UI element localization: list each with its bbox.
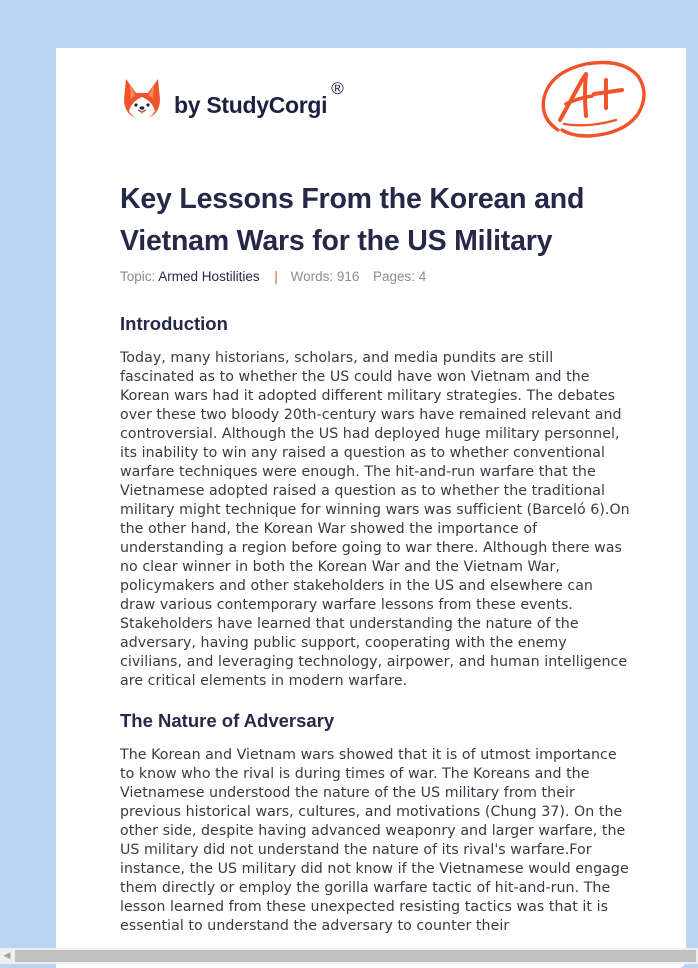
registered-mark: ® xyxy=(331,79,344,98)
section-body-nature-of-adversary: The Korean and Vietnam wars showed that it is of utmost importance to know who the rival is during times of war. The Koreans and the Vietnamese understood the nature of the US military from their previous historical wars, cultures, and motivations (Chung 37). On the other side, despite having advanced weaponry and larger warfare, the US military did not understand the nature of its rival's warfare.For instance, the US military did not know if the Vietnamese would engage them directly or employ the gorilla warfare tactic of hit-and-run. The lesson learned from these unexpected resisting tactics was that it is essential to understand the adversary to counter their xyxy=(120,747,629,934)
a-plus-grade-icon xyxy=(538,58,648,140)
meta-separator: | xyxy=(274,269,278,284)
article-title: Key Lessons From the Korean and Vietnam Wars for the US Military xyxy=(120,183,585,257)
words-label: Words: xyxy=(290,269,334,284)
article-meta xyxy=(120,269,426,284)
brand-name: by StudyCorgi xyxy=(174,91,328,118)
topic-link[interactable]: Armed Hostilities xyxy=(158,269,260,284)
section-heading-nature-of-adversary: The Nature of Adversary xyxy=(120,710,335,731)
horizontal-scrollbar[interactable] xyxy=(0,948,698,964)
pages-label: Pages: xyxy=(372,269,415,284)
scrollbar-thumb[interactable] xyxy=(15,950,696,962)
words-count: 916 xyxy=(336,269,360,284)
article-card xyxy=(56,48,686,968)
studycorgi-logo[interactable] xyxy=(122,76,344,122)
topic-label: Topic: xyxy=(120,269,156,284)
corgi-face-icon xyxy=(122,77,162,121)
pages-count: 4 xyxy=(418,269,427,284)
section-heading-introduction: Introduction xyxy=(120,313,228,334)
scroll-left-icon[interactable]: ◀ xyxy=(3,951,11,961)
section-body-introduction: Today, many historians, scholars, and media pundits are still fascinated as to whether the US could have won Vietnam and the Korean wars had it adopted different military strategies. The debates over these two bloody 20th-century wars have remained relevant and controversial. Although the US had deployed huge military personnel, its inability to win any raised a question as to whether conventional warfare techniques were enough. The hit-and-run warfare that the Vietnamese adopted raised a question as to whether the traditional military might technique for winning wars was sufficient (Barceló 6).On the other hand, the Korean War showed the importance of understanding a region before going to war there. Although there was no clear winner in both the Korean War and the Vietnam War, policymakers and other stakeholders in the US and elsewhere can draw various contemporary warfare lessons from these events. Stakeholders have learned that understanding the nature of the adversary, having public support, cooperating with the enemy civilians, and leveraging technology, airpower, and human intelligence are critical elements in modern warfare. xyxy=(120,350,630,689)
